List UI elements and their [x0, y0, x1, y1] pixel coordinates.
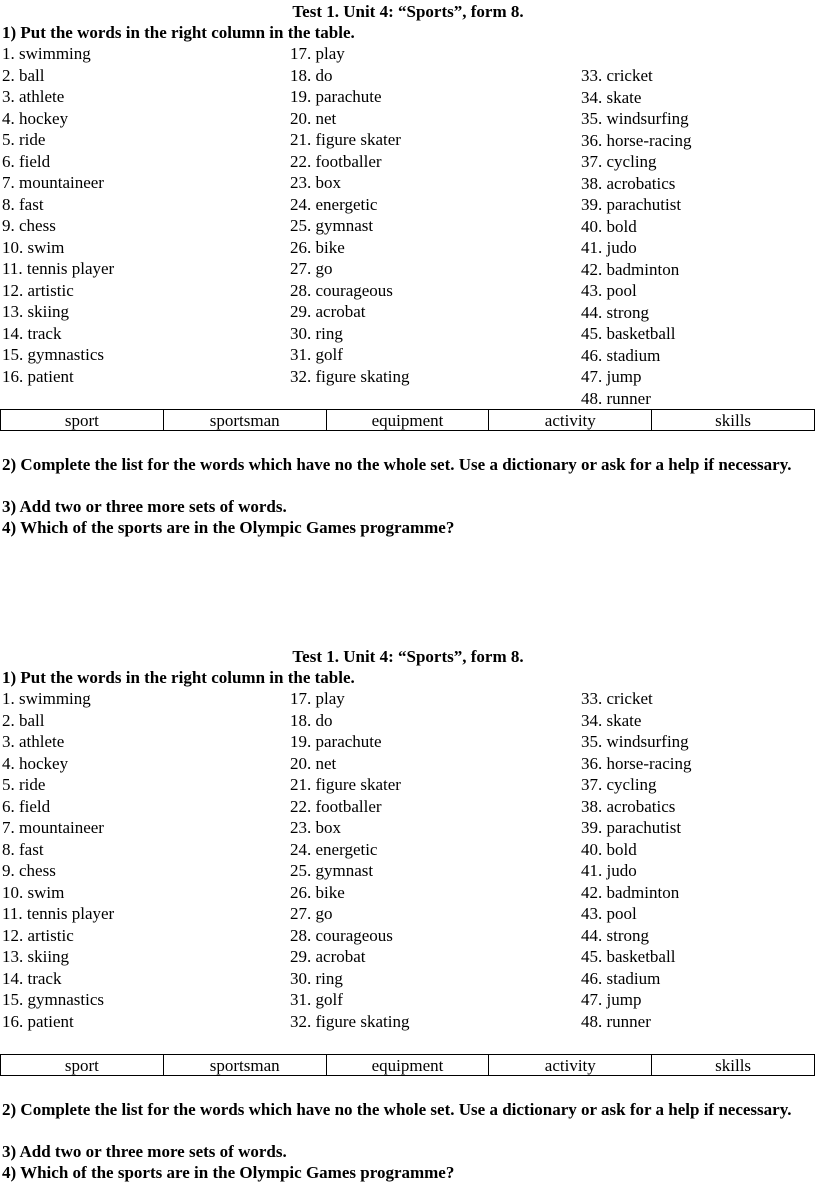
header-activity: activity: [489, 1055, 652, 1076]
word-item: 17. play: [290, 44, 345, 63]
word-item: 23. box: [290, 173, 341, 192]
word-item: 12. artistic: [2, 925, 74, 945]
word-item: 37. cycling: [581, 152, 657, 171]
word-item: 7. mountaineer: [2, 173, 104, 192]
word-item: 47. jump: [581, 990, 642, 1009]
word-item: 40. bold: [581, 216, 637, 236]
word-item: 10. swim: [2, 882, 65, 902]
word-item: 39. parachutist: [581, 195, 682, 214]
word-item: 17. play: [290, 689, 345, 708]
word-item: 16. patient: [2, 366, 74, 386]
word-item: 18. do: [290, 710, 333, 730]
word-item: 29. acrobat: [290, 947, 366, 966]
word-item: 11. tennis player: [2, 259, 115, 278]
worksheet-top: [0, 0, 816, 560]
word-item: 2. ball: [2, 710, 45, 730]
word-item: 48. runner: [581, 1011, 651, 1031]
word-item: 5. ride: [2, 130, 46, 149]
word-item: 14. track: [2, 323, 62, 343]
word-item: 38. acrobatics: [581, 173, 676, 193]
word-item: 3. athlete: [2, 732, 65, 751]
task-2: 2) Complete the list for the words which have no the whole set. Use a dictionary or ask for a help if necessary.: [2, 1100, 792, 1119]
word-item: 12. artistic: [2, 280, 74, 300]
header-activity: activity: [489, 410, 652, 431]
word-item: 32. figure skating: [290, 366, 410, 386]
word-item: 42. badminton: [581, 882, 680, 902]
word-item: 37. cycling: [581, 775, 657, 794]
word-item: 34. skate: [581, 710, 642, 730]
word-item: 43. pool: [581, 281, 637, 300]
header-sport: sport: [1, 1055, 164, 1076]
word-item: 30. ring: [290, 968, 343, 988]
word-item: 25. gymnast: [290, 861, 374, 880]
category-table: [0, 1054, 815, 1076]
word-item: 7. mountaineer: [2, 818, 104, 837]
task-4: 4) Which of the sports are in the Olympic Games programme?: [2, 1163, 455, 1182]
word-item: 2. ball: [2, 65, 45, 85]
word-item: 40. bold: [581, 839, 637, 859]
header-skills: skills: [652, 410, 815, 431]
word-item: 33. cricket: [581, 689, 653, 708]
task-3: 3) Add two or three more sets of words.: [2, 1142, 287, 1161]
word-item: 33. cricket: [581, 66, 653, 85]
word-item: 8. fast: [2, 839, 44, 859]
word-item: 10. swim: [2, 237, 65, 257]
instruction-1: 1) Put the words in the right column in the table.: [2, 668, 355, 687]
worksheet-title: Test 1. Unit 4: “Sports”, form 8.: [292, 647, 524, 666]
word-item: 13. skiing: [2, 947, 70, 966]
word-item: 41. judo: [581, 238, 637, 257]
word-item: 41. judo: [581, 861, 637, 880]
word-item: 44. strong: [581, 302, 649, 322]
word-item: 6. field: [2, 151, 51, 171]
task-2: 2) Complete the list for the words which have no the whole set. Use a dictionary or ask for a help if necessary.: [2, 455, 792, 474]
word-item: 28. courageous: [290, 280, 393, 300]
word-item: 43. pool: [581, 904, 637, 923]
word-item: 30. ring: [290, 323, 343, 343]
instruction-1: 1) Put the words in the right column in the table.: [2, 23, 355, 42]
word-item: 16. patient: [2, 1011, 74, 1031]
word-item: 42. badminton: [581, 259, 680, 279]
word-item: 36. horse-racing: [581, 753, 692, 773]
worksheet-title: Test 1. Unit 4: “Sports”, form 8.: [292, 2, 524, 21]
word-item: 20. net: [290, 108, 337, 128]
word-item: 32. figure skating: [290, 1011, 410, 1031]
word-item: 4. hockey: [2, 753, 69, 773]
word-item: 25. gymnast: [290, 216, 374, 235]
word-item: 15. gymnastics: [2, 990, 104, 1009]
word-item: 23. box: [290, 818, 341, 837]
word-item: 35. windsurfing: [581, 109, 689, 128]
word-item: 19. parachute: [290, 87, 382, 106]
header-sportsman: sportsman: [163, 410, 326, 431]
word-item: 45. basketball: [581, 947, 676, 966]
word-item: 3. athlete: [2, 87, 65, 106]
word-item: 20. net: [290, 753, 337, 773]
word-item: 26. bike: [290, 882, 345, 902]
word-item: 36. horse-racing: [581, 130, 692, 150]
word-item: 21. figure skater: [290, 130, 401, 149]
word-item: 46. stadium: [581, 968, 661, 988]
header-equipment: equipment: [326, 410, 489, 431]
word-item: 5. ride: [2, 775, 46, 794]
word-item: 29. acrobat: [290, 302, 366, 321]
word-item: 34. skate: [581, 87, 642, 107]
word-item: 19. parachute: [290, 732, 382, 751]
header-equipment: equipment: [326, 1055, 489, 1076]
word-item: 22. footballer: [290, 796, 382, 816]
word-item: 4. hockey: [2, 108, 69, 128]
word-item: 15. gymnastics: [2, 345, 104, 364]
word-item: 39. parachutist: [581, 818, 682, 837]
worksheet-bottom: [0, 645, 816, 1186]
word-item: 9. chess: [2, 861, 56, 880]
word-item: 24. energetic: [290, 194, 378, 214]
word-item: 31. golf: [290, 990, 343, 1009]
word-item: 27. go: [290, 259, 333, 278]
header-sportsman: sportsman: [163, 1055, 326, 1076]
word-item: 47. jump: [581, 367, 642, 386]
word-item: 27. go: [290, 904, 333, 923]
category-table: [0, 409, 815, 431]
word-item: 46. stadium: [581, 345, 661, 365]
word-item: 9. chess: [2, 216, 56, 235]
task-3: 3) Add two or three more sets of words.: [2, 497, 287, 516]
word-item: 38. acrobatics: [581, 796, 676, 816]
word-item: 18. do: [290, 65, 333, 85]
word-item: 35. windsurfing: [581, 732, 689, 751]
word-item: 45. basketball: [581, 324, 676, 343]
word-item: 31. golf: [290, 345, 343, 364]
word-item: 44. strong: [581, 925, 649, 945]
word-item: 24. energetic: [290, 839, 378, 859]
header-sport: sport: [1, 410, 164, 431]
word-item: 11. tennis player: [2, 904, 115, 923]
word-item: 8. fast: [2, 194, 44, 214]
task-4: 4) Which of the sports are in the Olympic Games programme?: [2, 518, 455, 537]
header-skills: skills: [652, 1055, 815, 1076]
word-item: 1. swimming: [2, 689, 91, 708]
word-item: 26. bike: [290, 237, 345, 257]
word-item: 14. track: [2, 968, 62, 988]
word-item: 6. field: [2, 796, 51, 816]
word-item: 1. swimming: [2, 44, 91, 63]
word-item: 48. runner: [581, 388, 651, 408]
word-item: 13. skiing: [2, 302, 70, 321]
word-item: 21. figure skater: [290, 775, 401, 794]
word-item: 28. courageous: [290, 925, 393, 945]
word-item: 22. footballer: [290, 151, 382, 171]
